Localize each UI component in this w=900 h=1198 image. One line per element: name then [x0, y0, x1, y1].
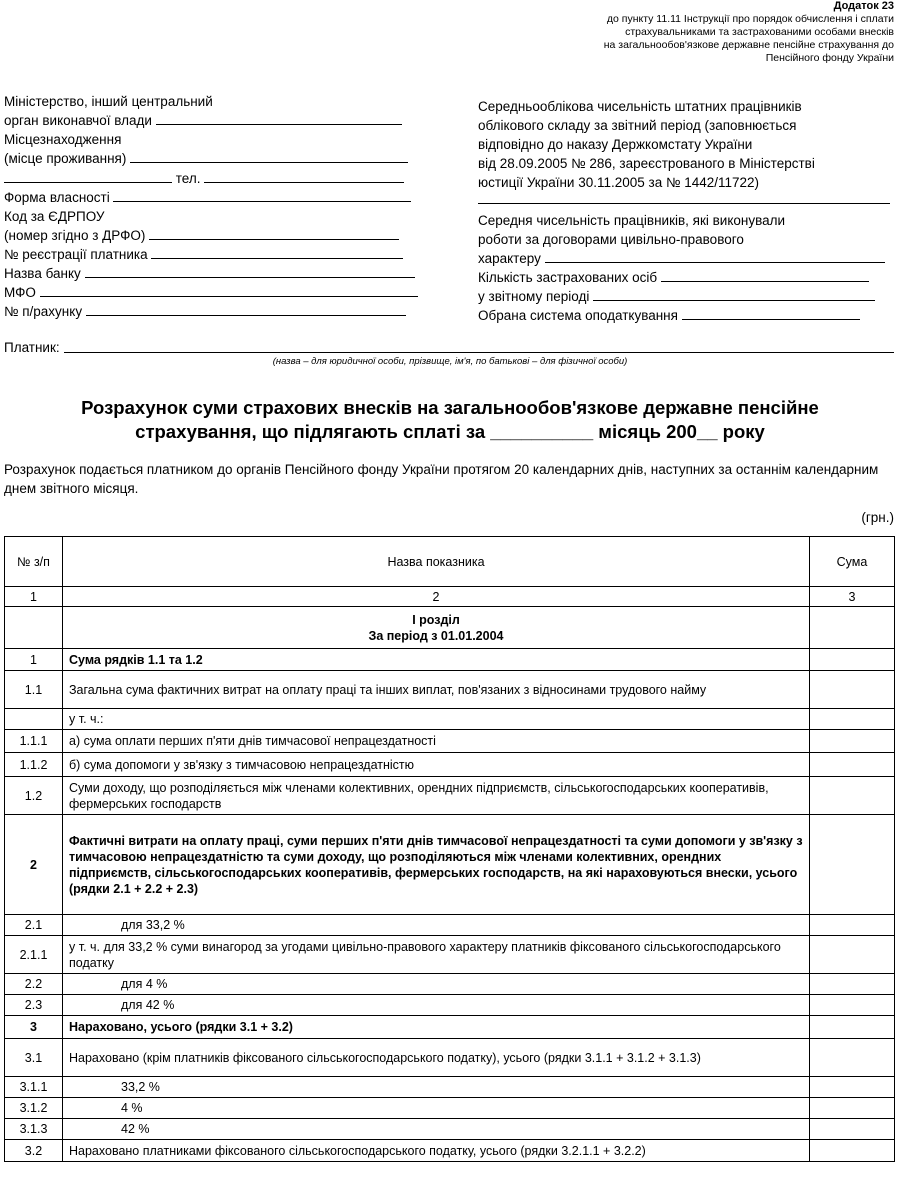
row-no: 2.3 — [5, 995, 63, 1016]
avg-label-2: облікового складу за звітний період (заповнюється — [478, 118, 797, 133]
insured-field-1 — [478, 268, 869, 287]
insured-label-1: Кількість застрахованих осіб — [478, 270, 658, 285]
row-name: 4 % — [63, 1098, 810, 1119]
section-line-2: За період з 01.01.2004 — [368, 628, 504, 643]
row-name: Суми доходу, що розподіляється між членами колективних, орендних підприємств, сільськогосподарських кооперативів, фермерських господарств — [63, 777, 810, 815]
submission-note: Розрахунок подається платником до органів Пенсійного фонду України протягом 20 календарних днів, наступних за останнім календарним днем звітного місяця. — [4, 462, 879, 496]
row-no: 2.1 — [5, 915, 63, 936]
table-row — [5, 649, 895, 671]
row-no: 3.1.1 — [5, 1077, 63, 1098]
colnum-sum: 3 — [810, 587, 895, 607]
row-no: 1.1 — [5, 671, 63, 709]
table-row — [5, 730, 895, 753]
header-name: Назва показника — [63, 537, 810, 587]
row-no: 1.2 — [5, 777, 63, 815]
row-name: 33,2 % — [63, 1077, 810, 1098]
table-row — [5, 1140, 895, 1162]
address-input[interactable] — [4, 169, 172, 183]
payer-input[interactable] — [64, 352, 894, 353]
row-name: Загальна сума фактичних витрат на оплату праці та інших виплат, пов'язаних з відносинами трудового найму — [63, 671, 810, 709]
table-row — [5, 1016, 895, 1039]
bank-label: Назва банку — [4, 266, 81, 281]
avg-label-1: Середньооблікова чисельність штатних працівників — [478, 99, 802, 114]
table-row — [5, 995, 895, 1016]
appendix-title: Додаток 23 — [833, 0, 894, 12]
location-input[interactable] — [130, 149, 408, 163]
row-no: 1.1.1 — [5, 730, 63, 753]
table-row — [5, 671, 895, 709]
payer-label: Платник: — [4, 340, 60, 355]
row-no: 3.1 — [5, 1039, 63, 1077]
mfo-field — [4, 283, 418, 302]
row-name: Сума рядків 1.1 та 1.2 — [63, 649, 810, 671]
header-no: № з/п — [5, 537, 63, 587]
calculation-table — [4, 536, 895, 1162]
table-colnum-row — [5, 587, 895, 607]
row-sum-cell[interactable] — [810, 671, 895, 709]
row-sum-cell[interactable] — [810, 730, 895, 753]
location-field — [4, 149, 408, 168]
row-name: для 4 % — [63, 974, 810, 995]
ownership-field — [4, 188, 411, 207]
bank-input[interactable] — [85, 264, 415, 278]
header-sum: Сума — [810, 537, 895, 587]
row-no — [5, 709, 63, 730]
civil-label-1: Середня чисельність працівників, які виконували — [478, 213, 786, 228]
section-title — [63, 607, 810, 649]
row-name: 42 % — [63, 1119, 810, 1140]
ownership-input[interactable] — [113, 188, 411, 202]
row-sum-cell[interactable] — [810, 1016, 895, 1039]
row-sum-cell[interactable] — [810, 1077, 895, 1098]
row-no: 1 — [5, 649, 63, 671]
table-row — [5, 1098, 895, 1119]
mfo-label: МФО — [4, 285, 36, 300]
row-sum-cell[interactable] — [810, 649, 895, 671]
row-no: 3 — [5, 1016, 63, 1039]
table-row — [5, 915, 895, 936]
edrpou-field — [4, 226, 399, 245]
avg-input[interactable] — [478, 203, 890, 204]
section-row — [5, 607, 895, 649]
insured-label-2: у звітному періоді — [478, 289, 590, 304]
row-no: 2 — [5, 815, 63, 915]
account-input[interactable] — [86, 302, 406, 316]
edrpou-label-1: Код за ЄДРПОУ — [4, 209, 105, 224]
ministry-label-2: орган виконавчої влади — [4, 113, 152, 128]
ministry-field — [4, 111, 402, 130]
location-label-1: Місцезнаходження — [4, 132, 122, 147]
row-name: Нараховано (крім платників фіксованого сільськогосподарського податку), усього (рядки 3.1.1 + 3.1.2 + 3.1.3) — [63, 1039, 810, 1077]
row-sum-cell[interactable] — [810, 915, 895, 936]
row-no: 3.1.2 — [5, 1098, 63, 1119]
appendix-line: до пункту 11.11 Інструкції про порядок обчислення і сплати — [606, 13, 894, 25]
row-sum-cell[interactable] — [810, 1140, 895, 1162]
table-row — [5, 936, 895, 974]
row-no: 2.1.1 — [5, 936, 63, 974]
table-row — [5, 753, 895, 777]
title-line-2: страхування, що підлягають сплаті за __________ місяць 200__ року — [135, 421, 765, 442]
reg-input[interactable] — [151, 245, 403, 259]
colnum-no: 1 — [5, 587, 63, 607]
row-name: Фактичні витрати на оплату праці, суми перших п'яти днів тимчасової непрацездатності та суми допомоги у зв'язку з тимчасовою непрацездатністю та суми доходу, що розподіляються між членами колективних, орендних підприємств, сільськогосподарських кооперативів, фермерських господарств, на які нараховуються внески, усього (рядки 2.1 + 2.2 + 2.3) — [63, 815, 810, 915]
currency-label: (грн.) — [861, 510, 894, 525]
civil-input[interactable] — [545, 249, 885, 263]
insured-field-2 — [478, 287, 875, 306]
edrpou-input[interactable] — [149, 226, 399, 240]
civil-field — [478, 249, 885, 268]
table-row — [5, 709, 895, 730]
appendix-line: страхувальниками та застрахованими особами внесків — [625, 26, 894, 38]
civil-label-3: характеру — [478, 251, 541, 266]
table-row — [5, 815, 895, 915]
row-sum-cell[interactable] — [810, 709, 895, 730]
row-sum-cell[interactable] — [810, 1119, 895, 1140]
bank-field — [4, 264, 415, 283]
row-no: 3.1.3 — [5, 1119, 63, 1140]
reg-label: № реєстрації платника — [4, 247, 148, 262]
mfo-input[interactable] — [40, 283, 418, 297]
table-row — [5, 1039, 895, 1077]
civil-label-2: роботи за договорами цивільно-правового — [478, 232, 744, 247]
row-sum-cell[interactable] — [810, 936, 895, 974]
row-name: у т. ч.: — [63, 709, 810, 730]
section-sum-cell[interactable] — [810, 607, 895, 649]
insured-input-1[interactable] — [661, 268, 869, 282]
row-sum-cell[interactable] — [810, 1039, 895, 1077]
row-no: 2.2 — [5, 974, 63, 995]
section-line-1: І розділ — [412, 612, 460, 627]
appendix-line: Пенсійного фонду України — [765, 52, 894, 64]
avg-label-4: від 28.09.2005 № 286, зареєстрованого в Міністерстві — [478, 156, 815, 171]
ownership-label: Форма власності — [4, 190, 110, 205]
row-sum-cell[interactable] — [810, 974, 895, 995]
row-sum-cell[interactable] — [810, 1098, 895, 1119]
row-sum-cell[interactable] — [810, 815, 895, 915]
edrpou-label-2: (номер згідно з ДРФО) — [4, 228, 146, 243]
phone-label: тел. — [175, 171, 201, 186]
tax-input[interactable] — [682, 306, 860, 320]
account-field — [4, 302, 406, 321]
phone-input[interactable] — [204, 169, 404, 183]
row-no: 1.1.2 — [5, 753, 63, 777]
tax-label: Обрана система оподаткування — [478, 308, 678, 323]
payer-hint: (назва – для юридичної особи, прізвище, ім'я, по батькові – для фізичної особи) — [272, 356, 628, 367]
avg-label-5: юстиції України 30.11.2005 за № 1442/11722) — [478, 175, 760, 190]
title-line-1: Розрахунок суми страхових внесків на загальнообов'язкове державне пенсійне — [81, 397, 819, 418]
insured-input-2[interactable] — [593, 287, 875, 301]
reg-field — [4, 245, 403, 264]
table-row — [5, 1077, 895, 1098]
row-name: Нараховано, усього (рядки 3.1 + 3.2) — [63, 1016, 810, 1039]
colnum-name: 2 — [63, 587, 810, 607]
row-sum-cell[interactable] — [810, 777, 895, 815]
table-row — [5, 1119, 895, 1140]
table-header-row — [5, 537, 895, 587]
account-label: № п/рахунку — [4, 304, 83, 319]
tax-field — [478, 306, 860, 325]
row-name: для 33,2 % — [63, 915, 810, 936]
row-no: 3.2 — [5, 1140, 63, 1162]
row-name: а) сума оплати перших п'яти днів тимчасової непрацездатності — [63, 730, 810, 753]
table-row — [5, 974, 895, 995]
location-label-2: (місце проживання) — [4, 151, 127, 166]
row-sum-cell[interactable] — [810, 753, 895, 777]
appendix-line: на загальнообов'язкове державне пенсійне страхування до — [603, 39, 894, 51]
ministry-input[interactable] — [156, 111, 402, 125]
row-name: у т. ч. для 33,2 % суми винагород за угодами цивільно-правового характеру платників фіксованого сільськогосподарського податку — [63, 936, 810, 974]
avg-label-3: відповідно до наказу Держкомстату України — [478, 137, 753, 152]
row-name: б) сума допомоги у зв'язку з тимчасовою непрацездатністю — [63, 753, 810, 777]
ministry-label-1: Міністерство, інший центральний — [4, 94, 213, 109]
document-title — [0, 396, 900, 444]
row-name: для 42 % — [63, 995, 810, 1016]
table-row — [5, 777, 895, 815]
appendix-note — [514, 0, 894, 65]
phone-field — [4, 169, 404, 188]
row-sum-cell[interactable] — [810, 995, 895, 1016]
row-name: Нараховано платниками фіксованого сільськогосподарського податку, усього (рядки 3.2.1.1 + 3.2.2) — [63, 1140, 810, 1162]
